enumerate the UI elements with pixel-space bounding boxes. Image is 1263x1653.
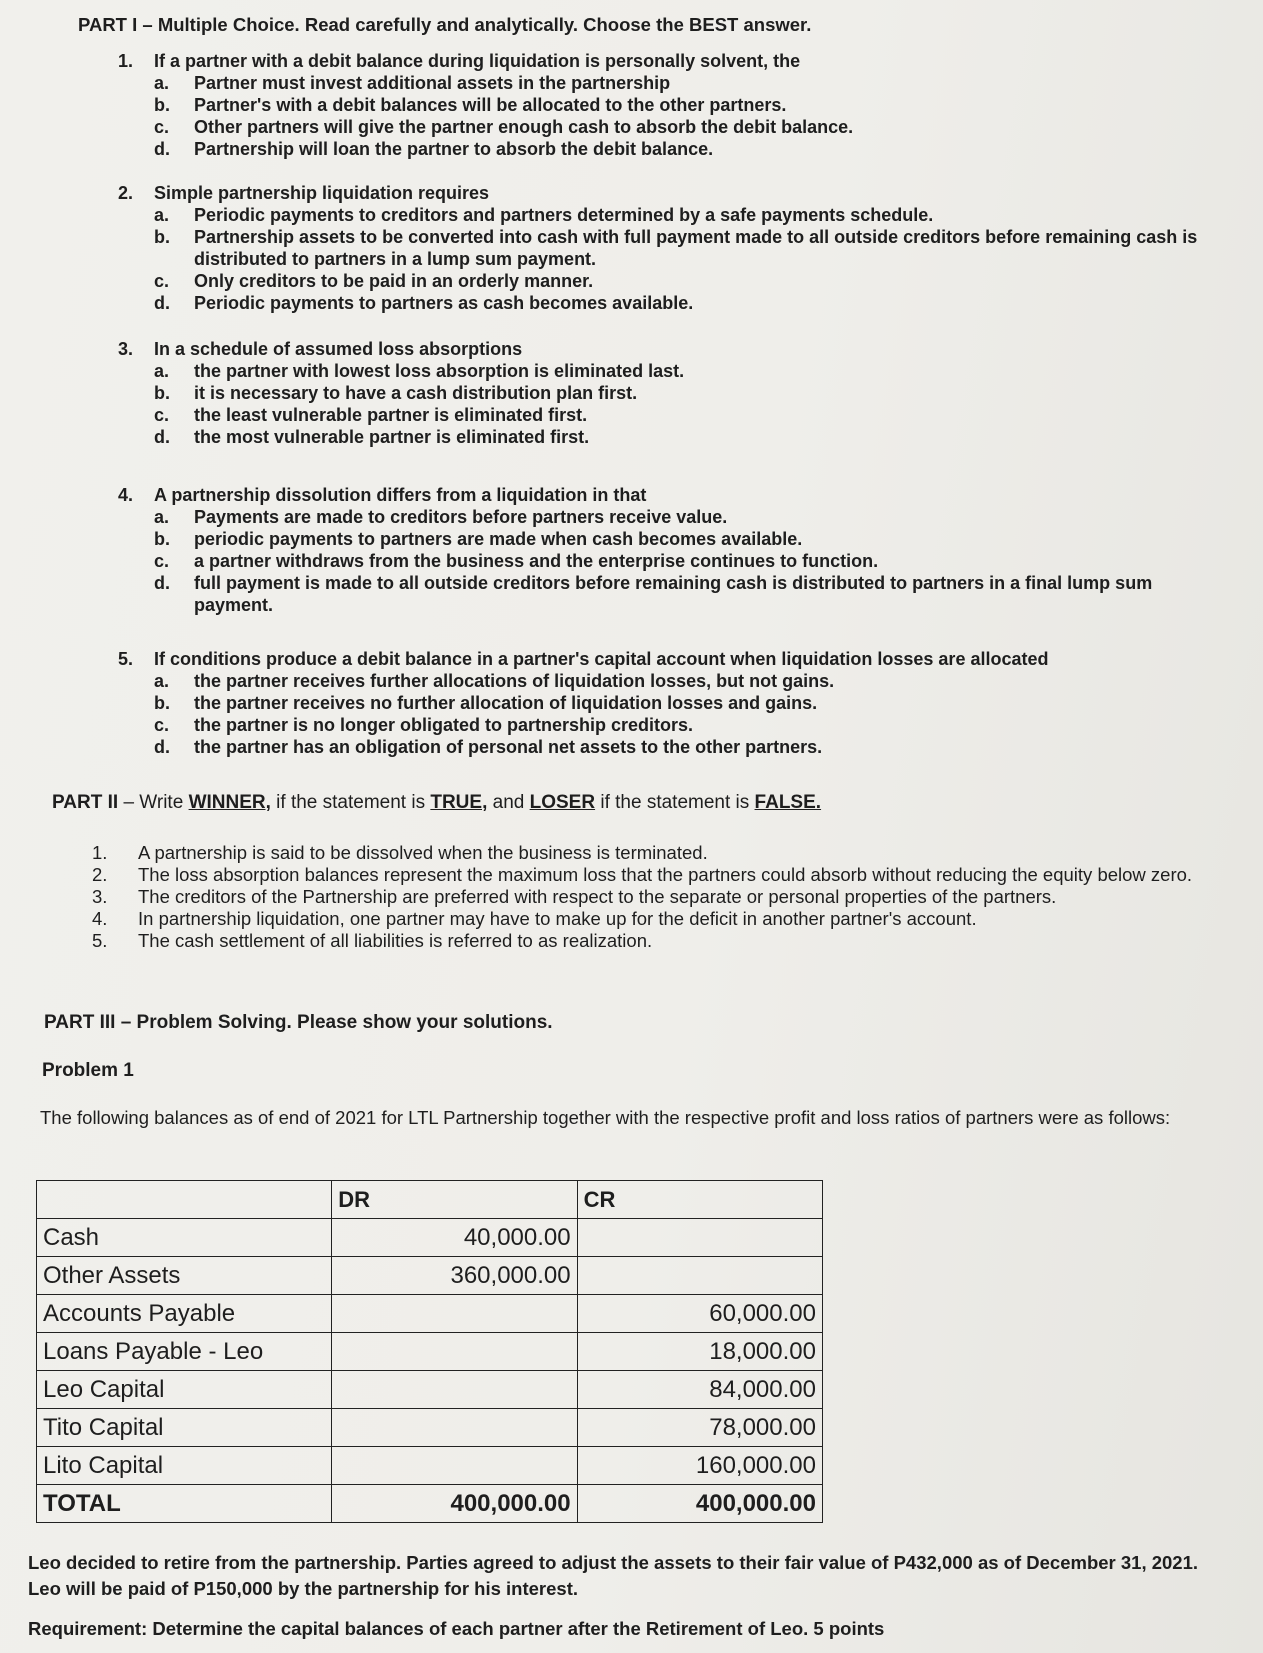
- dr-value: 40,000.00: [332, 1219, 577, 1257]
- question-stem: A partnership dissolution differs from a liquidation in that: [154, 485, 647, 505]
- part1-heading: [78, 14, 811, 36]
- question-stem: If a partner with a debit balance during liquidation is personally solvent, the: [154, 51, 801, 71]
- dr-total: 400,000.00: [332, 1485, 577, 1523]
- option-b: [154, 528, 1228, 550]
- question-3: [118, 338, 1228, 448]
- option-letter: b.: [154, 227, 170, 247]
- item-text: The creditors of the Partnership are preferred with respect to the separate or personal properties of the partners.: [138, 886, 1057, 907]
- problem-requirement: Requirement: Determine the capital balances of each partner after the Retirement of Leo. 5 points: [28, 1618, 885, 1639]
- option-letter: a.: [154, 205, 170, 225]
- dr-value: [332, 1409, 577, 1447]
- option-text: the least vulnerable partner is eliminated first.: [194, 405, 588, 425]
- part2-text: – Write: [123, 792, 184, 813]
- option-a: [154, 670, 1228, 692]
- problem-intro: The following balances as of end of 2021 for LTL Partnership together with the respective profit and loss ratios of partners were as follows:: [40, 1107, 1171, 1128]
- account-label: Tito Capital: [37, 1409, 332, 1447]
- option-b: [154, 94, 1228, 116]
- option-text: it is necessary to have a cash distribution plan first.: [194, 383, 638, 403]
- true-keyword: TRUE,: [430, 792, 488, 813]
- option-letter: b.: [154, 383, 170, 403]
- account-label: Accounts Payable: [37, 1295, 332, 1333]
- option-text: Periodic payments to partners as cash becomes available.: [194, 293, 694, 313]
- tf-item: [92, 930, 1212, 952]
- dr-value: 360,000.00: [332, 1257, 577, 1295]
- option-text: Periodic payments to creditors and partners determined by a safe payments schedule.: [194, 205, 934, 225]
- item-number: 5.: [92, 930, 108, 951]
- question-1: [118, 50, 1228, 160]
- option-letter: d.: [154, 573, 170, 593]
- account-label: Loans Payable - Leo: [37, 1333, 332, 1371]
- tf-item: [92, 908, 1212, 930]
- option-a: [154, 204, 1228, 226]
- option-letter: b.: [154, 693, 170, 713]
- dr-value: [332, 1371, 577, 1409]
- account-label: TOTAL: [37, 1485, 332, 1523]
- option-letter: a.: [154, 507, 170, 527]
- option-text: the partner receives no further allocation of liquidation losses and gains.: [194, 693, 818, 713]
- question-number: 4.: [118, 485, 134, 505]
- item-text: A partnership is said to be dissolved when the business is terminated.: [138, 842, 708, 863]
- option-text: the most vulnerable partner is eliminated first.: [194, 427, 590, 447]
- option-d: [154, 736, 1228, 758]
- question-4: [118, 484, 1228, 616]
- table-row: [37, 1333, 823, 1371]
- item-number: 3.: [92, 886, 108, 907]
- cr-value: [577, 1257, 822, 1295]
- table-row: [37, 1257, 823, 1295]
- part3-heading: [44, 1012, 553, 1034]
- option-a: [154, 72, 1228, 94]
- problem-details: Leo decided to retire from the partnership. Parties agreed to adjust the assets to their fair value of P432,000 as of December 31, 2021. Leo will be paid of P150,000 by the partnership for his interest.: [28, 1552, 1199, 1599]
- part1-title: PART I – Multiple Choice.: [78, 14, 300, 35]
- option-c: [154, 550, 1228, 572]
- option-text: Partnership will loan the partner to absorb the debit balance.: [194, 139, 714, 159]
- table-total-row: [37, 1485, 823, 1523]
- option-letter: c.: [154, 715, 170, 735]
- question-2: [118, 182, 1228, 314]
- part2-text: if the statement is: [276, 792, 426, 813]
- option-letter: d.: [154, 293, 170, 313]
- account-label: Leo Capital: [37, 1371, 332, 1409]
- option-letter: d.: [154, 737, 170, 757]
- tf-item: [92, 886, 1212, 908]
- option-d: [154, 292, 1228, 314]
- question-stem: In a schedule of assumed loss absorptions: [154, 339, 523, 359]
- option-text: Only creditors to be paid in an orderly manner.: [194, 271, 594, 291]
- option-b: [154, 226, 1228, 270]
- tf-item: [92, 864, 1212, 886]
- balance-table: [36, 1180, 823, 1523]
- table-row: [37, 1219, 823, 1257]
- item-number: 4.: [92, 908, 108, 929]
- loser-keyword: LOSER: [529, 792, 596, 813]
- part3-title: PART III – Problem Solving.: [44, 1012, 292, 1033]
- option-c: [154, 714, 1228, 736]
- item-number: 1.: [92, 842, 108, 863]
- cr-total: 400,000.00: [577, 1485, 822, 1523]
- table-row: [37, 1371, 823, 1409]
- part3-instruction: Please show your solutions.: [297, 1012, 553, 1033]
- question-stem: Simple partnership liquidation requires: [154, 183, 490, 203]
- item-text: The cash settlement of all liabilities is referred to as realization.: [138, 930, 653, 951]
- option-text: the partner with lowest loss absorption is eliminated last.: [194, 361, 685, 381]
- option-d: [154, 572, 1228, 616]
- option-letter: c.: [154, 405, 170, 425]
- part1-tail: answer.: [743, 14, 812, 35]
- part2-text: if the statement is: [600, 792, 750, 813]
- option-a: [154, 360, 1228, 382]
- option-text: the partner receives further allocations of liquidation losses, but not gains.: [194, 671, 835, 691]
- item-text: In partnership liquidation, one partner may have to make up for the deficit in another partner's account.: [138, 908, 977, 929]
- item-text: The loss absorption balances represent the maximum loss that the partners could absorb without reducing the equity below zero.: [138, 864, 1193, 885]
- option-d: [154, 426, 1228, 448]
- option-text: Partner must invest additional assets in the partnership: [194, 73, 671, 93]
- dr-value: [332, 1333, 577, 1371]
- false-keyword: FALSE.: [754, 792, 822, 813]
- option-c: [154, 404, 1228, 426]
- cr-value: 60,000.00: [577, 1295, 822, 1333]
- dr-value: [332, 1447, 577, 1485]
- account-label: Lito Capital: [37, 1447, 332, 1485]
- option-letter: a.: [154, 671, 170, 691]
- column-header-cr: CR: [577, 1181, 822, 1219]
- account-label: Other Assets: [37, 1257, 332, 1295]
- option-text: Other partners will give the partner enough cash to absorb the debit balance.: [194, 117, 854, 137]
- account-label: Cash: [37, 1219, 332, 1257]
- option-text: the partner is no longer obligated to partnership creditors.: [194, 715, 694, 735]
- table-row: [37, 1295, 823, 1333]
- part2-text: and: [492, 792, 525, 813]
- option-letter: c.: [154, 271, 170, 291]
- part1-emphasis: BEST: [689, 14, 739, 35]
- option-letter: a.: [154, 361, 170, 381]
- option-text: Payments are made to creditors before partners receive value.: [194, 507, 728, 527]
- option-text: a partner withdraws from the business and the enterprise continues to function.: [194, 551, 879, 571]
- cr-value: 160,000.00: [577, 1447, 822, 1485]
- dr-value: [332, 1295, 577, 1333]
- option-letter: a.: [154, 73, 170, 93]
- option-b: [154, 382, 1228, 404]
- cr-value: 78,000.00: [577, 1409, 822, 1447]
- question-number: 5.: [118, 649, 134, 669]
- option-letter: c.: [154, 117, 170, 137]
- tf-item: [92, 842, 1212, 864]
- option-c: [154, 116, 1228, 138]
- problem-title: Problem 1: [42, 1060, 134, 1081]
- table-header-row: [37, 1181, 823, 1219]
- part2-title: PART II: [52, 792, 119, 813]
- option-letter: b.: [154, 95, 170, 115]
- option-b: [154, 692, 1228, 714]
- option-text: periodic payments to partners are made when cash becomes available.: [194, 529, 803, 549]
- question-5: [118, 648, 1228, 758]
- winner-keyword: WINNER,: [188, 792, 271, 813]
- question-number: 2.: [118, 183, 134, 203]
- true-false-list: [92, 842, 1212, 952]
- header-blank: [37, 1181, 332, 1219]
- table-row: [37, 1447, 823, 1485]
- cr-value: 84,000.00: [577, 1371, 822, 1409]
- option-d: [154, 138, 1228, 160]
- option-letter: b.: [154, 529, 170, 549]
- cr-value: [577, 1219, 822, 1257]
- option-text: full payment is made to all outside creditors before remaining cash is distributed to partners in a final lump sum payment.: [194, 573, 1153, 615]
- question-stem: If conditions produce a debit balance in a partner's capital account when liquidation losses are allocated: [154, 649, 1049, 669]
- item-number: 2.: [92, 864, 108, 885]
- option-letter: d.: [154, 427, 170, 447]
- part1-instruction: Read carefully and analytically. Choose the: [304, 14, 684, 35]
- column-header-dr: DR: [332, 1181, 577, 1219]
- option-text: Partnership assets to be converted into cash with full payment made to all outside creditors before remaining cash is distributed to partners in a lump sum payment.: [194, 227, 1198, 269]
- question-number: 1.: [118, 51, 134, 71]
- option-text: Partner's with a debit balances will be allocated to the other partners.: [194, 95, 787, 115]
- option-text: the partner has an obligation of personal net assets to the other partners.: [194, 737, 823, 757]
- option-letter: d.: [154, 139, 170, 159]
- option-c: [154, 270, 1228, 292]
- part2-heading: [52, 792, 821, 814]
- table-row: [37, 1409, 823, 1447]
- option-a: [154, 506, 1228, 528]
- cr-value: 18,000.00: [577, 1333, 822, 1371]
- question-number: 3.: [118, 339, 134, 359]
- option-letter: c.: [154, 551, 170, 571]
